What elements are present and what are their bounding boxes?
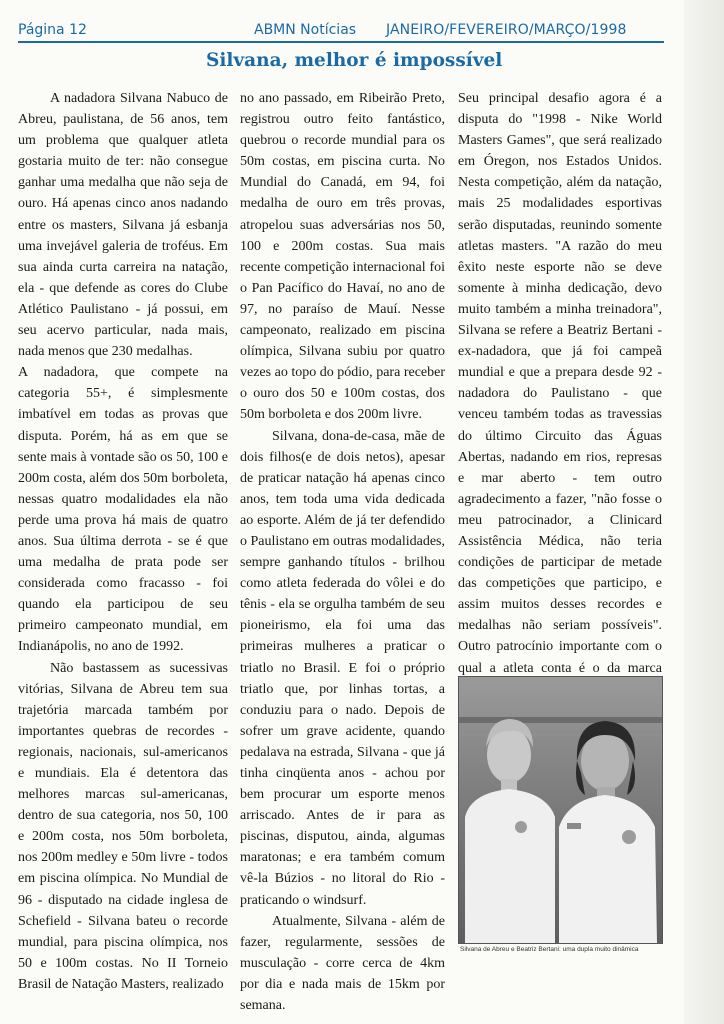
paragraph: A nadadora Silvana Nabuco de Abreu, paulistana, de 56 anos, tem um problema que qualquer atleta gostaria muito de ter: não consegue ganhar uma medalha que não seja de ouro. Há apenas cinco anos nadando entre os masters, Silvana já esbanja uma invejável galeria de troféus. Em sua ainda curta carreira na natação, ela - que defende as cores do Clube Atlético Paulistano - já possui, em seu acervo particular, nada mais, nada menos que 230 medalhas.: [18, 91, 228, 360]
page-number: Página 12: [18, 22, 87, 38]
article-photo: [458, 676, 663, 944]
article-column-3: [458, 88, 662, 721]
paragraph: Atualmente, Silvana - além de fazer, regularmente, sessões de musculação - corre cerca de 4km por dia e nada mais de 15km por semana.: [240, 913, 445, 1014]
paragraph: no ano passado, em Ribeirão Preto, registrou outro feito fantástico, quebrou o recorde mundial para os 50m costas, em piscina curta. No Mundial do Canadá, em 94, foi medalha de ouro em três provas, atropelou suas adversárias nos 50, 100 e 200m costas. Sua mais recente competição internacional foi o Pan Pacífico do Havaí, no ano de 97, no paraíso de Mauí. Nesse campeonato, realizado em piscina olímpica, Silvana subiu por quatro vezes ao topo do pódio, para receber o ouro dos 50 e 100m costas, dos 50m borboleta e dos 200m livre.: [240, 91, 445, 423]
header-rule: [18, 41, 664, 43]
article-title: Silvana, melhor é impossível: [206, 50, 503, 71]
article-column-2: [240, 88, 445, 1016]
article-column-1: [18, 88, 228, 995]
publication-name: ABMN Notícias: [254, 22, 357, 38]
paragraph: Silvana, dona-de-casa, mãe de dois filhos(e de dois netos), apesar de praticar natação há apenas cinco anos, tem toda uma vida dedicada ao esporte. Além de já ter defendido o Paulistano em outras modalidades, sempre ganhando títulos - brilhou como atleta federada do vôlei e do tênis - ela se orgulha também de seu pioneirismo, ela foi uma das primeiras mulheres a praticar o triatlo no Brasil. E foi o próprio triatlo que, por linhas tortas, a conduziu para o nado. Depois de sofrer um grave acidente, quando pedalava na estrada, Silvana - que já tinha cinqüenta anos - achou por bem procurar um esporte menos arriscado. Antes de ir para as piscinas, disputou, ainda, algumas maratonas; e era também comum vê-la Búzios - no litoral do Rio - praticando o windsurf.: [240, 428, 445, 908]
page-edge: [684, 0, 724, 1024]
paragraph: Não bastassem as sucessivas vitórias, Silvana de Abreu tem sua trajetória marcada também por importantes quebras de recordes - regionais, nacionais, sul-americanos e mundiais. Ela é detentora das melhores marcas sul-americanas, dentro de sua categoria, nos 50, 100 e 200m costa, nos 50m borboleta, nos 200m medley e 50m livre - todos em piscina olímpica. No Mundial de 96 - disputado na cidade inglesa de Schefield - Silvana bateu o recorde mundial, para piscina olímpica, nos 50 e 100m costas. No II Torneio Brasil de Natação Masters, realizado: [18, 660, 228, 992]
issue-date: JANEIRO/FEVEREIRO/MARÇO/1998: [386, 22, 627, 38]
paragraph: Seu principal desafio agora é a disputa do "1998 - Nike World Masters Games", que será realizado em Óregon, nos Estados Unidos. Nesta competição, além da natação, mais 25 modalidades esportivas serão disputadas, reunindo somente atletas masters. "A razão do meu êxito neste esporte não se deve somente à minha dedicação, devo muito também a minha treinadora", Silvana se refere a Beatriz Bertani - ex-nadadora, que já foi campeã mundial e que a prepara desde 92 - nadadora do Paulistano - que venceu também todas as travessias do último Circuito das Águas Abertas, nadando em rios, represas e mar aberto - tem outro agradecimento a fazer, "não fosse o meu patrocinador, a Clinicard Assistência Médica, não teria condições de participar de metade das competições que participo, e assim muitos desses recordes e medalhas não seriam possíveis". Outro patrocínio importante com o qual a atleta conta é o da marca: [458, 91, 662, 676]
paragraph: A nadadora, que compete na categoria 55+, é simplesmente imbatível em todas as provas que disputa. Porém, há as em que se sente mais à vontade são os 50, 100 e 200m costa, além dos 50m borboleta, nessas quatro modalidades ela não perde uma prova há mais de quatro anos. Sua última derrota - se é que uma medalha de prata pode ser considerada como fracasso - foi quando ela participou de seu primeiro campeonato mundial, em Indianápolis, no ano de 1992.: [18, 365, 228, 655]
photo-caption: Silvana de Abreu e Beatriz Bertani: uma dupla muito dinâmica: [460, 946, 639, 953]
